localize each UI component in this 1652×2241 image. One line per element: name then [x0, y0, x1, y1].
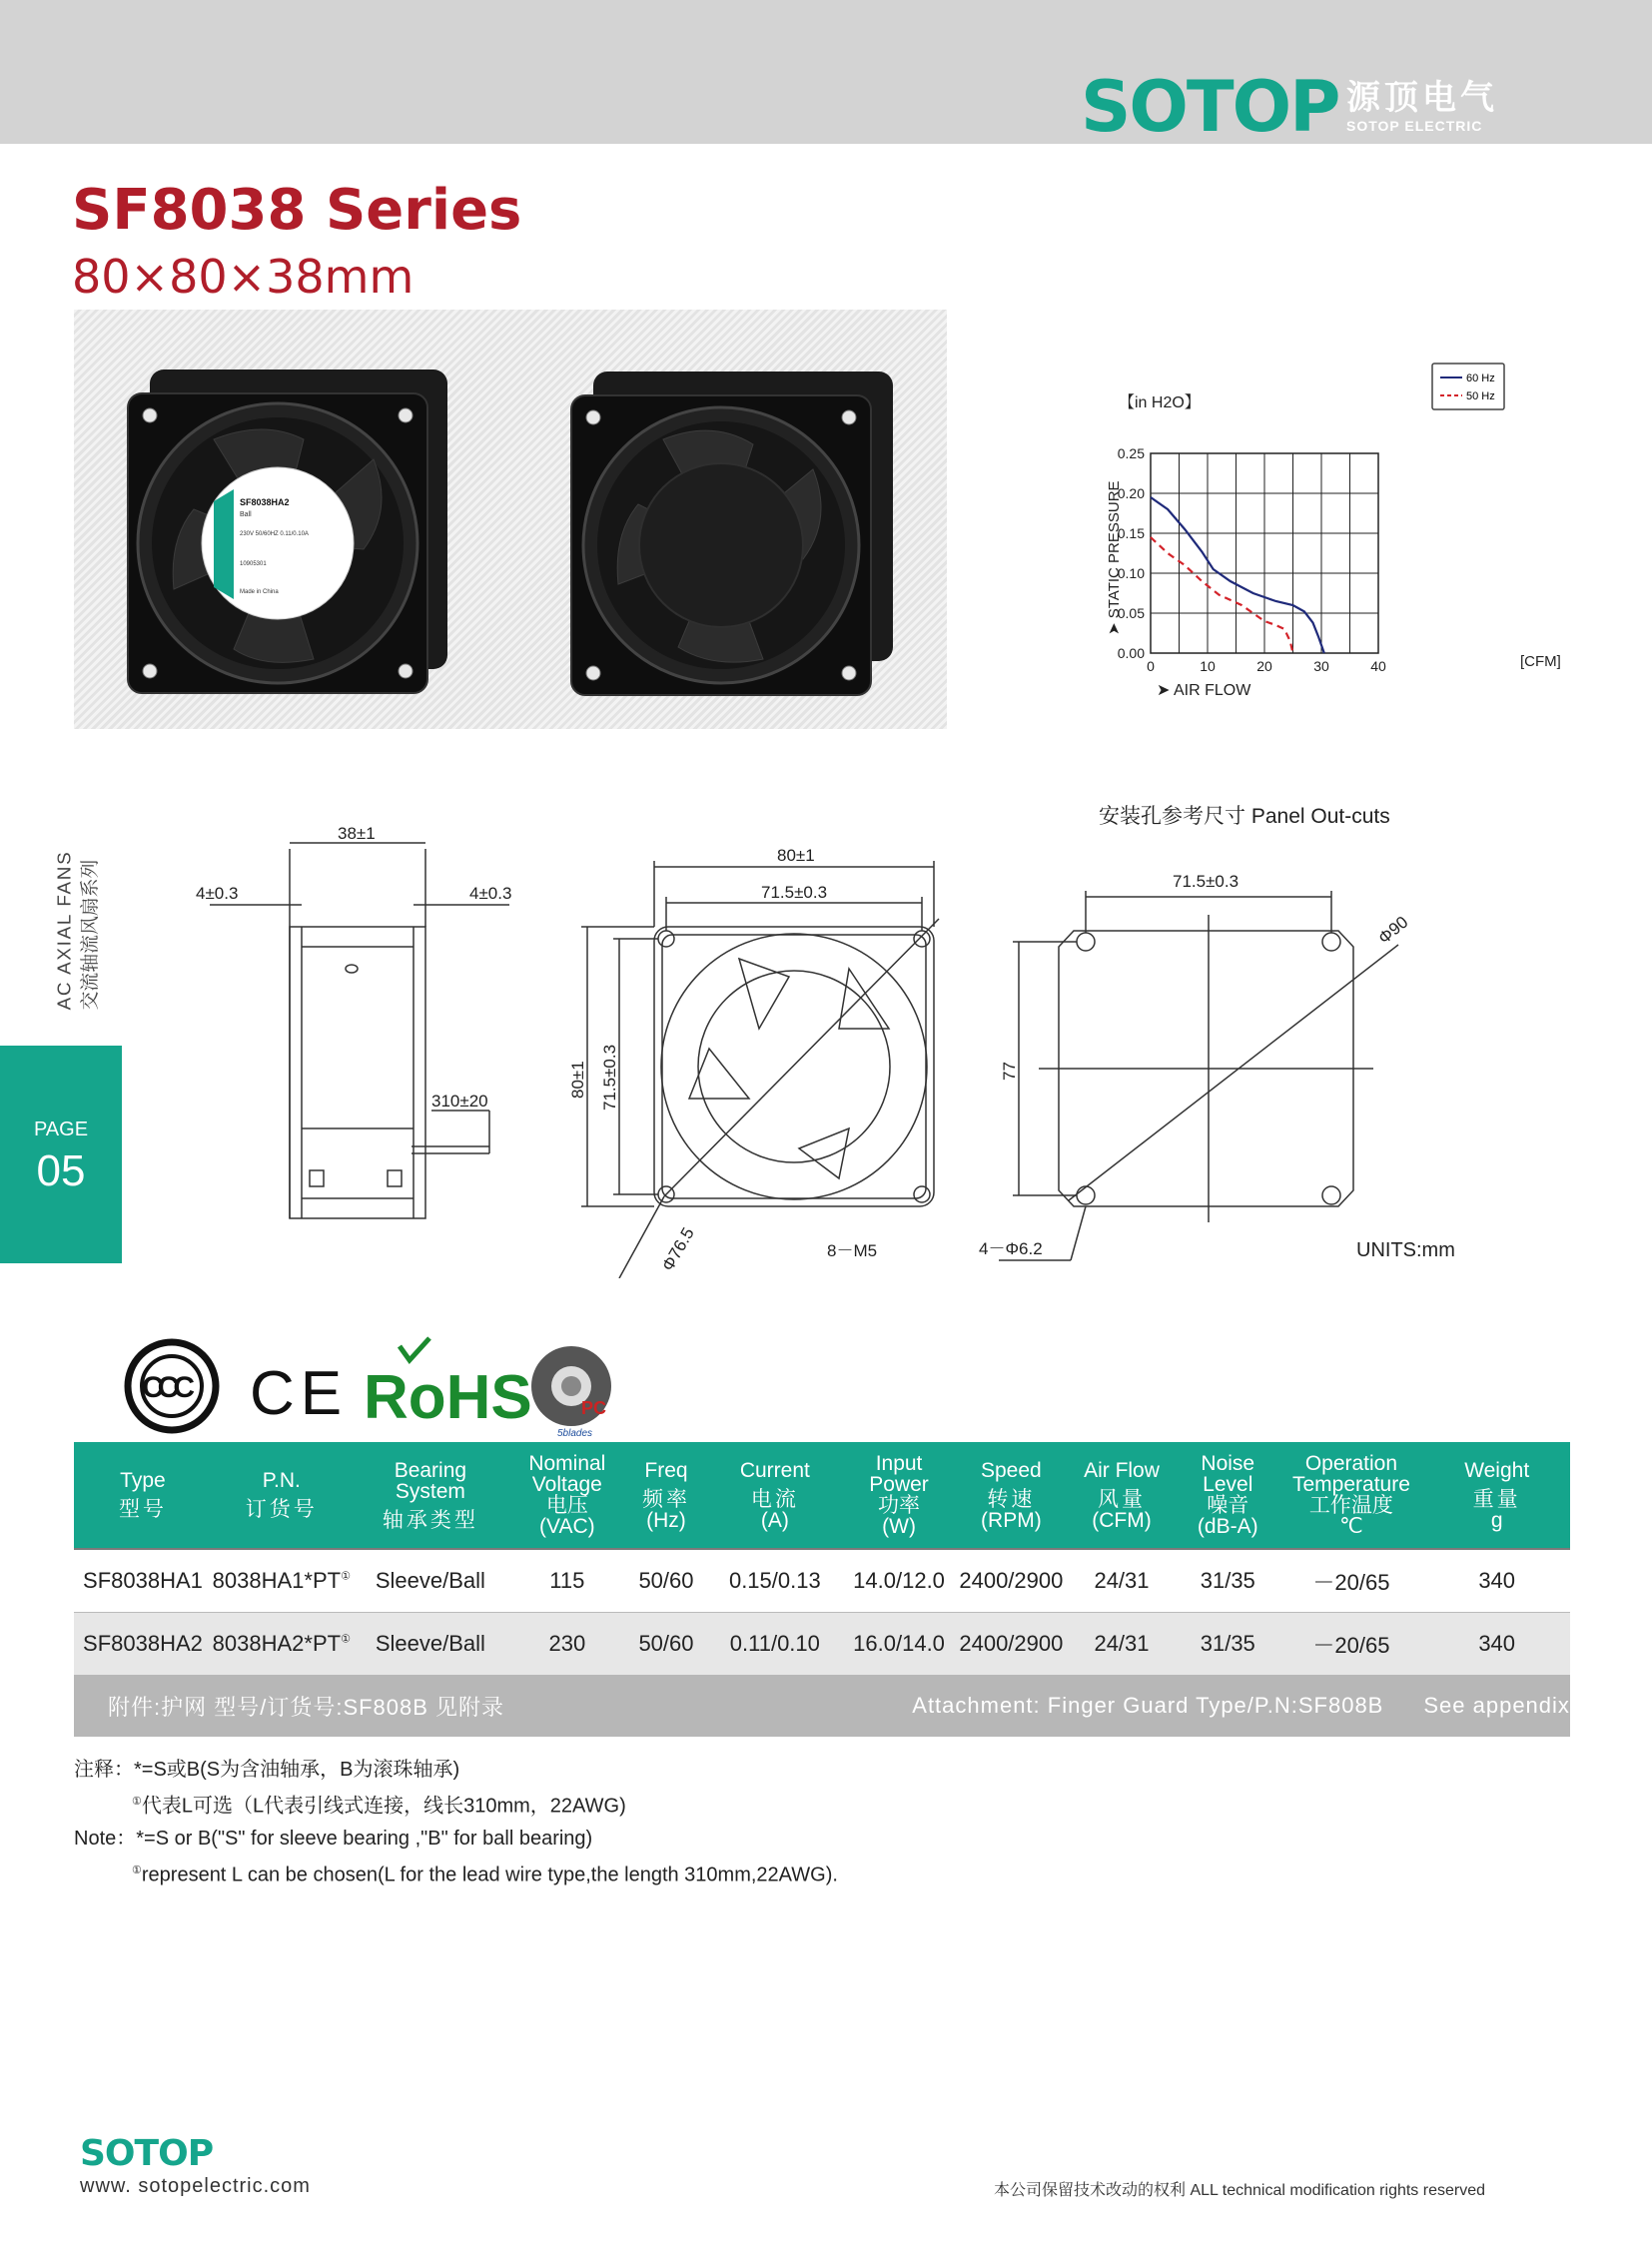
dim-lead-length: 310±20: [431, 1092, 488, 1111]
dim-panel-holes: 4－Φ6.2: [979, 1239, 1043, 1258]
chart-series: [1151, 497, 1324, 653]
chart-x-tick-label: 0: [1147, 658, 1155, 674]
certification-logos: [118, 1334, 637, 1444]
dim-front-width: 80±1: [777, 846, 815, 865]
cell-bearing: Sleeve/Ball: [352, 1549, 509, 1613]
front-view-drawing: [581, 861, 939, 1278]
cell-pn: 8038HA1*PT①: [212, 1549, 352, 1613]
note-en-2: ①represent L can be chosen(L for the lead wire type,the length 310mm,22AWG).: [132, 1864, 838, 1886]
dim-front-screws: 8－M5: [827, 1241, 878, 1260]
fan-photos-illustration: [74, 310, 947, 729]
side-label-en: AC AXIAL FANS: [53, 850, 75, 1011]
chart-xunit: [CFM]: [1520, 653, 1561, 670]
dim-front-diameter: Φ76.5: [658, 1224, 698, 1274]
label-bearing: Ball: [240, 511, 252, 518]
cell-speed: 2400/2900: [956, 1613, 1067, 1676]
cell-power: 16.0/14.0: [842, 1613, 955, 1676]
dim-side-flange-right: 4±0.3: [469, 884, 512, 903]
cell-weight: 340: [1423, 1549, 1570, 1613]
label-origin: Made in China: [240, 589, 279, 595]
col-current: Current 电流 (A): [707, 1442, 842, 1549]
chart-grid: [1151, 453, 1378, 653]
note-cn-2: ①代表L可选（L代表引线式连接，线长310mm，22AWG): [132, 1795, 626, 1818]
cell-bearing: Sleeve/Ball: [352, 1613, 509, 1676]
dim-panel-height: 77: [1000, 1062, 1019, 1081]
legend-label-60hz: 60 Hz: [1466, 373, 1495, 384]
cell-weight: 340: [1423, 1613, 1570, 1676]
technical-drawings: [150, 799, 1498, 1278]
dim-panel-diameter: Φ90: [1374, 912, 1412, 949]
note-cn-1: 注释：*=S或B(S为含油轴承，B为滚珠轴承): [74, 1759, 460, 1781]
performance-chart: [1079, 356, 1598, 715]
cell-airflow: 24/31: [1067, 1549, 1177, 1613]
table-row: [74, 1613, 1570, 1676]
col-weight: Weight 重量 g: [1423, 1442, 1570, 1549]
product-photo: [74, 310, 947, 729]
chart-legend: [1432, 364, 1504, 409]
chart-ylabel-text: STATIC PRESSURE: [1106, 480, 1123, 619]
cell-temperature: －20/65: [1279, 1613, 1424, 1676]
chart-x-tick-label: 20: [1256, 658, 1272, 674]
dim-panel-hole-spacing: 71.5±0.3: [1173, 872, 1239, 891]
ccc-text: CCC: [142, 1371, 189, 1404]
table-header-row: [74, 1442, 1570, 1549]
cell-voltage: 115: [509, 1549, 625, 1613]
rohs-text: RoHS: [364, 1363, 532, 1432]
chart-y-tick-label: 0.25: [1117, 445, 1145, 461]
attachment-cn: 附件:护网 型号/订货号:SF808B 见附录: [74, 1675, 707, 1737]
dim-side-flange-left: 4±0.3: [196, 884, 239, 903]
footer-url[interactable]: www. sotopelectric.com: [80, 2175, 311, 2197]
cell-current: 0.15/0.13: [707, 1549, 842, 1613]
col-power: Input Power 功率 (W): [842, 1442, 955, 1549]
cell-airflow: 24/31: [1067, 1613, 1177, 1676]
chart-xlabel: [1157, 682, 1251, 699]
chart-x-tick-label: 30: [1313, 658, 1329, 674]
cell-temperature: －20/65: [1279, 1549, 1424, 1613]
attachment-row: [74, 1675, 1570, 1737]
cell-freq: 50/60: [625, 1613, 708, 1676]
spec-table: [74, 1442, 1570, 1737]
label-rating: 230V 50/60HZ 0.11/0.10A: [240, 531, 309, 537]
cell-power: 14.0/12.0: [842, 1549, 955, 1613]
pc-text: PC: [581, 1398, 607, 1418]
label-model: SF8038HA2: [240, 497, 290, 507]
cell-pn: 8038HA2*PT①: [212, 1613, 352, 1676]
note-en-1: Note：*=S or B("S" for sleeve bearing ,"B" for ball bearing): [74, 1827, 593, 1850]
chart-x-tick-label: 10: [1200, 658, 1216, 674]
panel-cutout-drawing: [999, 891, 1398, 1260]
chart-x-ticks: [1147, 658, 1386, 674]
page-number: 05: [36, 1146, 86, 1195]
col-voltage: Nominal Voltage 电压 (VAC): [509, 1442, 625, 1549]
col-airflow: Air Flow 风量 (CFM): [1067, 1442, 1177, 1549]
side-label-cn: 交流轴流风扇系列: [79, 859, 100, 1011]
cell-voltage: 230: [509, 1613, 625, 1676]
side-category-label: [48, 829, 108, 1029]
notes: [74, 1754, 838, 1890]
dim-front-hole-spacing-v: 71.5±0.3: [600, 1044, 619, 1111]
ce-icon: CE: [250, 1359, 349, 1428]
units-label: UNITS:mm: [1356, 1239, 1455, 1261]
page-subtitle: 80×80×38mm: [72, 250, 414, 304]
footer-logo: SOTOP: [80, 2133, 214, 2174]
fan-back-view: [571, 372, 893, 695]
attachment-en: Attachment: Finger Guard Type/P.N:SF808B: [707, 1675, 1423, 1737]
cell-current: 0.11/0.10: [707, 1613, 842, 1676]
cell-noise: 31/35: [1177, 1613, 1278, 1676]
dim-front-hole-spacing: 71.5±0.3: [761, 883, 828, 902]
sotop-logo: SOTOP: [1081, 66, 1339, 148]
rohs-icon: [364, 1338, 532, 1432]
col-bearing: Bearing System 轴承类型: [352, 1442, 509, 1549]
chart-y-tick-label: 0.00: [1117, 645, 1145, 661]
dim-front-height: 80±1: [568, 1061, 587, 1099]
col-noise: Noise Level 噪音 (dB-A): [1177, 1442, 1278, 1549]
footer-rights: 本公司保留技术改动的权利 ALL technical modification rights reserved: [994, 2182, 1486, 2199]
chart-y-tick-label: 0.20: [1117, 485, 1145, 501]
legend-label-50hz: 50 Hz: [1466, 390, 1495, 402]
cell-freq: 50/60: [625, 1549, 708, 1613]
chart-xlabel-text: AIR FLOW: [1173, 682, 1251, 699]
chart-y-tick-label: 0.05: [1117, 605, 1145, 621]
cell-type: SF8038HA2: [74, 1613, 212, 1676]
pc-sub-text: 5blades: [557, 1428, 593, 1439]
logo-english-name: SOTOP ELECTRIC: [1346, 118, 1483, 134]
fan-front-label-view: [128, 370, 447, 693]
chart-ylabel-arrow: ➤: [1106, 618, 1123, 635]
label-code: 10905301: [240, 561, 267, 567]
ccc-icon: [128, 1342, 216, 1430]
page-title: SF8038 Series: [72, 178, 522, 243]
attachment-see: See appendix: [1423, 1675, 1570, 1737]
panel-title: 安装孔参考尺寸 Panel Out-cuts: [1099, 805, 1390, 828]
table-row: [74, 1549, 1570, 1613]
cell-type: SF8038HA1: [74, 1549, 212, 1613]
chart-yunit-label: 【in H2O】: [1119, 394, 1201, 411]
col-freq: Freq 频率 (Hz): [625, 1442, 708, 1549]
chart-series-line-50hz: [1151, 537, 1293, 653]
cell-noise: 31/35: [1177, 1549, 1278, 1613]
chart-xlabel-arrow: ➤: [1157, 682, 1174, 699]
chart-y-tick-label: 0.15: [1117, 525, 1145, 541]
col-temperature: Operation Temperature 工作温度 ℃: [1279, 1442, 1424, 1549]
logo-chinese-name: 源顶电气: [1346, 78, 1498, 118]
col-speed: Speed 转速 (RPM): [956, 1442, 1067, 1549]
col-type: Type 型号: [74, 1442, 212, 1549]
pc-fan-blade-icon: [531, 1346, 611, 1439]
cell-speed: 2400/2900: [956, 1549, 1067, 1613]
side-view-drawing: [210, 843, 512, 1218]
col-pn: P.N. 订货号: [212, 1442, 352, 1549]
chart-y-tick-label: 0.10: [1117, 565, 1145, 581]
dim-side-depth: 38±1: [338, 824, 376, 843]
page-label: PAGE: [33, 1119, 89, 1140]
chart-x-tick-label: 40: [1370, 658, 1386, 674]
chart-series-line-60hz: [1151, 497, 1324, 653]
